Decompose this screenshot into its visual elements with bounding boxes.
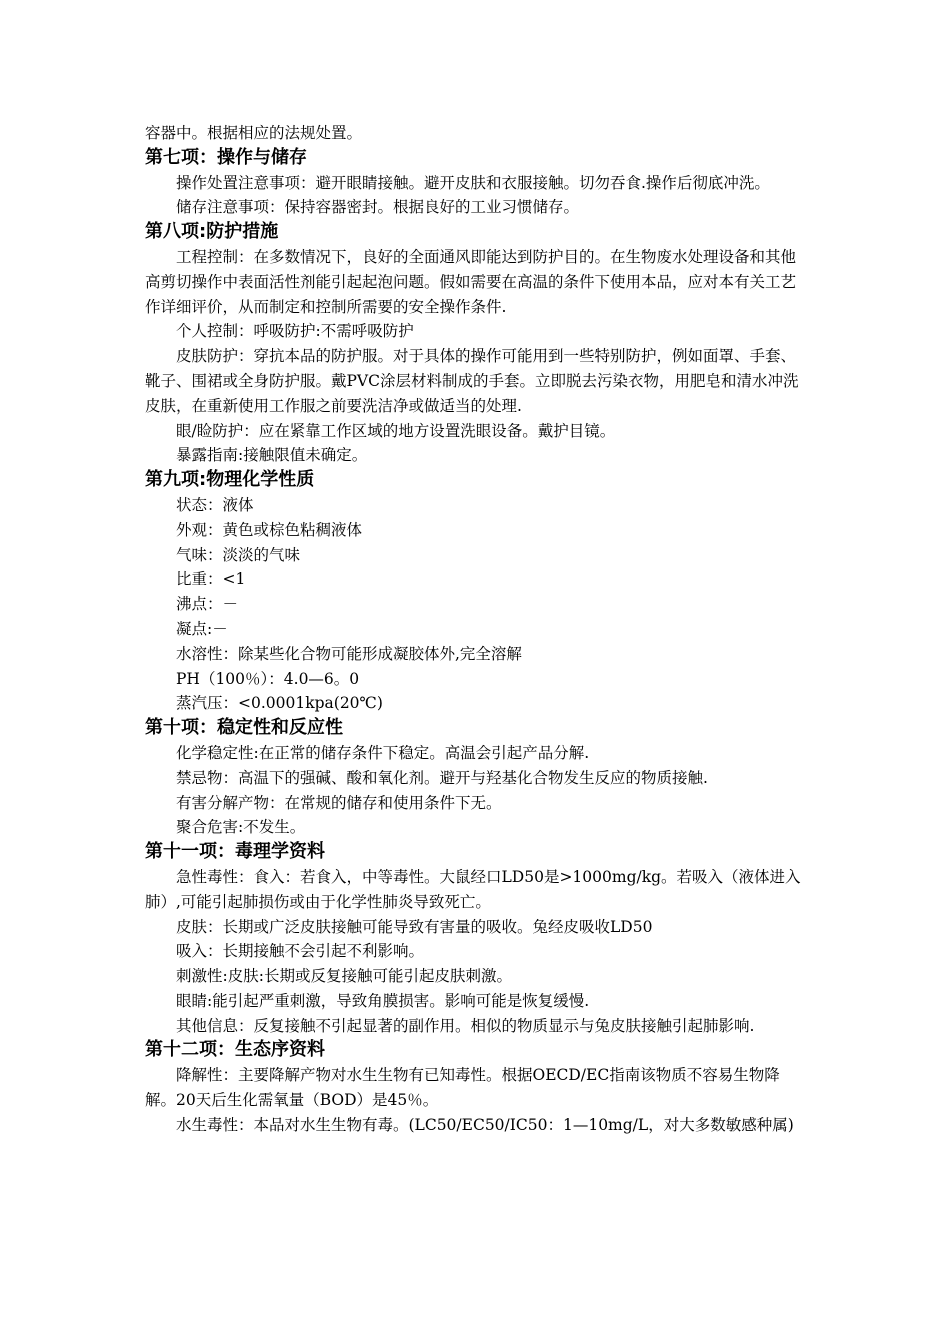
section-8-title: 第八项:防护措施 [145,221,279,243]
section-7-paragraph: 操作处置注意事项：避开眼睛接触。避开皮肤和衣服接触。切勿吞食.操作后彻底冲洗。 [176,173,770,192]
property-line: 沸点：－ [176,595,239,614]
section-11-paragraph: 吸入：长期接触不会引起不利影响。 [176,942,425,961]
property-line: 水溶性：除某些化合物可能形成凝胶体外,完全溶解 [176,644,522,663]
section-11-paragraph: 其他信息：反复接触不引起显著的副作用。相似的物质显示与兔皮肤接触引起肺影响. [176,1016,755,1035]
continuation-text: 容器中。根据相应的法规处置。 [145,124,363,142]
property-line: 凝点:－ [176,619,228,638]
section-8-paragraph: 个人控制：呼吸防护:不需呼吸防护 [176,322,414,341]
section-11-title: 第十一项：毒理学资料 [145,841,325,863]
property-line: 气味：淡淡的气味 [176,545,301,564]
section-12-paragraph: 降解性：主要降解产物对水生生物有已知毒性。根据OECD/EC指南该物质不容易生物降解。20天后生化需氧量（BOD）是45％。 [145,1066,780,1110]
property-line: 比重：<1 [176,570,246,589]
section-10-paragraph: 化学稳定性:在正常的储存条件下稳定。高温会引起产品分解. [176,743,590,762]
section-8-paragraph: 工程控制：在多数情况下，良好的全面通风即能达到防护目的。在生物废水处理设备和其他高剪切操作中表面活性剂能引起起泡问题。假如需要在高温的条件下使用本品，应对本有关工艺作详细评价，从而制定和控制所需要的安全操作条件. [145,247,797,316]
property-line: 蒸汽压：<0.0001kpa(20℃) [176,694,383,713]
section-12-paragraph: 水生毒性：本品对水生生物有毒。(LC50/EC50/IC50：1—10mg/L，对大多数敏感种属) [176,1115,794,1134]
property-line: 状态：液体 [176,495,254,514]
section-10-paragraph: 禁忌物：高温下的强碱、酸和氧化剂。避开与羟基化合物发生反应的物质接触. [176,768,708,787]
section-11-paragraph: 眼睛:能引起严重刺激，导致角膜损害。影响可能是恢复缓慢. [176,991,590,1010]
section-8-paragraph: 皮肤防护：穿抗本品的防护服。对于具体的操作可能用到一些特别防护，例如面罩、手套、靴子、围裙或全身防护服。戴PVC涂层材料制成的手套。立即脱去污染衣物，用肥皂和清水冲洗皮肤，在重新使用工作服之前要洗洁净或做适当的处理. [145,347,799,415]
section-12-title: 第十二项：生态序资料 [145,1039,325,1061]
section-7-title: 第七项：操作与储存 [145,146,307,168]
section-11-paragraph: 刺激性:皮肤:长期或反复接触可能引起皮肤刺激。 [176,967,512,986]
section-8-paragraph: 眼/睑防护：应在紧靠工作区域的地方设置洗眼设备。戴护目镜。 [176,421,616,440]
section-10-title: 第十项：稳定性和反应性 [145,717,343,739]
section-11-paragraph: 皮肤：长期或广泛皮肤接触可能导致有害量的吸收。兔经皮吸收LD50 [176,917,653,936]
property-line: PH（100％）：4.0—6。0 [176,669,360,688]
section-10-paragraph: 聚合危害:不发生。 [176,818,306,837]
section-7-paragraph: 储存注意事项：保持容器密封。根据良好的工业习惯储存。 [176,198,580,217]
property-line: 外观：黄色或棕色粘稠液体 [176,520,363,539]
section-9-title: 第九项:物理化学性质 [145,469,315,491]
section-8-paragraph: 暴露指南:接触限值未确定。 [176,446,368,465]
document-page [145,121,805,1138]
section-11-paragraph: 急性毒性：食入：若食入，中等毒性。大鼠经口LD50是>1000mg/kg。若吸入（液体进入肺）,可能引起肺损伤或由于化学性肺炎导致死亡。 [145,867,801,911]
section-10-paragraph: 有害分解产物：在常规的储存和使用条件下无。 [176,793,502,812]
